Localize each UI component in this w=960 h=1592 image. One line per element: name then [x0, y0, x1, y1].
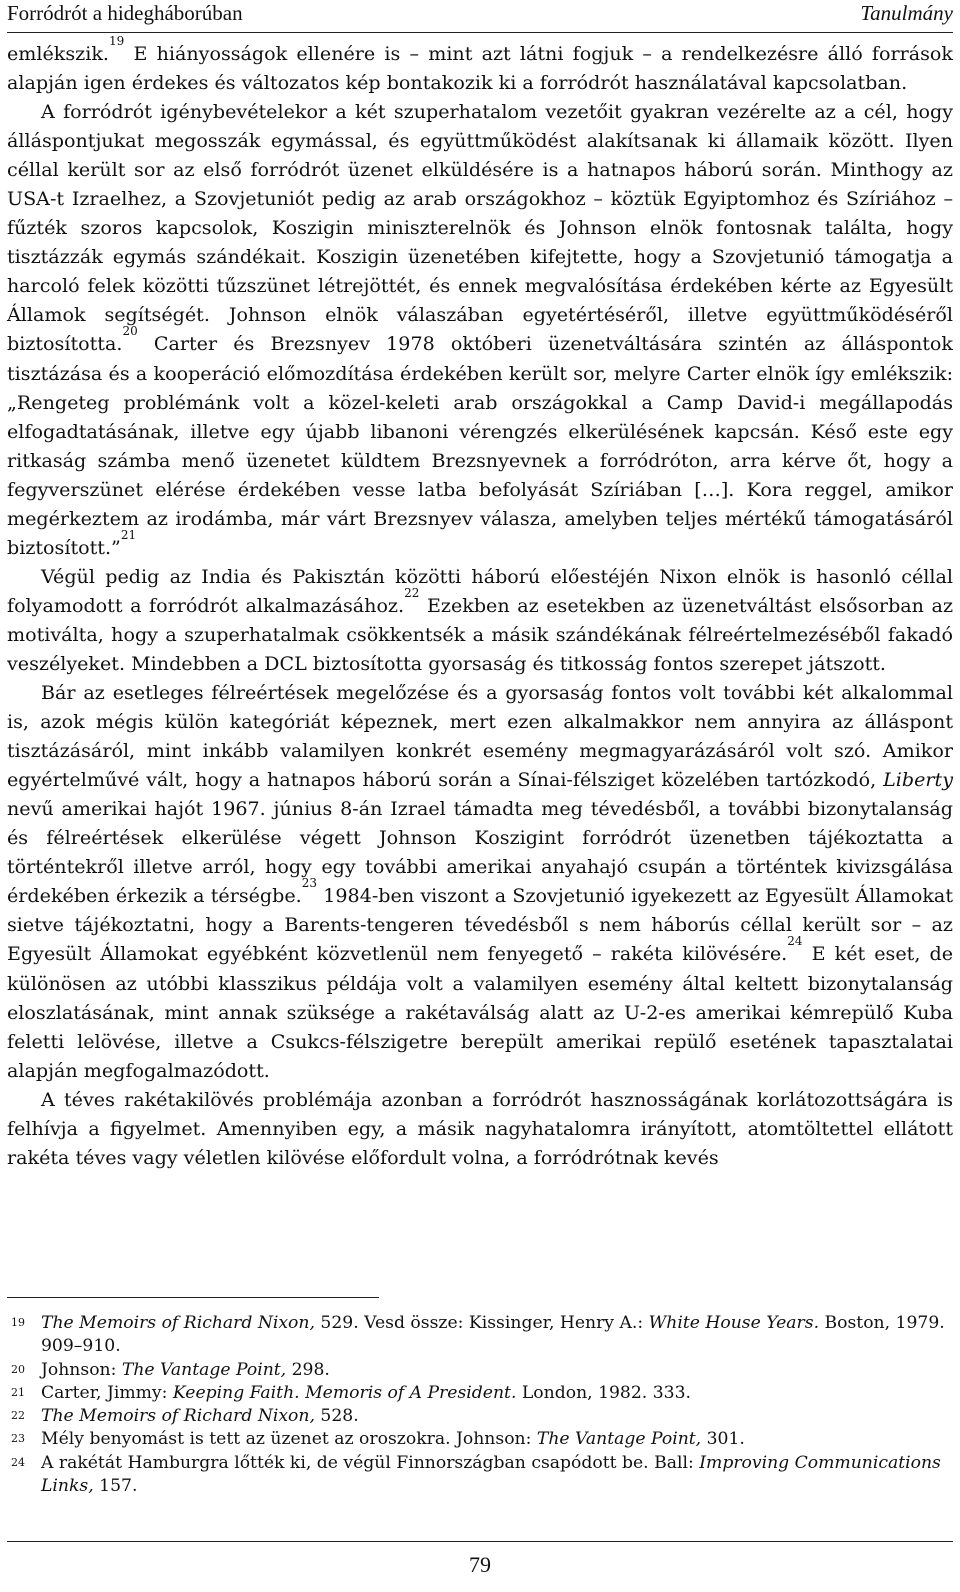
article-body	[7, 34, 954, 1172]
text-run: Johnson:	[41, 1359, 122, 1380]
text-run: 529. Vesd össze: Kissinger, Henry A.:	[314, 1313, 649, 1333]
footer-rule	[7, 1541, 953, 1542]
footnote-ref: 22	[404, 585, 420, 600]
footnote	[7, 1382, 953, 1405]
paragraph	[7, 1085, 953, 1172]
running-title: Forródrót a hidegháborúban	[7, 1, 243, 25]
text-run: Mély benyomást is tett az üzenet az oroszokra. Johnson:	[41, 1429, 537, 1450]
footnote-ref: 24	[787, 934, 803, 949]
text-run: Végül pedig az India és Pakisztán közötti háború előestéjén Nixon elnök is hasonló céllal folyamodott a forródrót alkalmazásához.	[7, 564, 953, 617]
text-run: 157.	[93, 1476, 138, 1497]
footnote-number: 22	[11, 1409, 25, 1423]
text-run: Carter és Brezsnyev 1978 októberi üzenetváltására szintén az álláspontok tisztázása és a kooperáció előmozdítása érdekében került sor, melyre Carter elnök így emlékszik: „Rengeteg problémánk volt a közel-keleti arab országokkal a Camp David-i megállapodás elfogadtatásának, illetve egy újabb libanoni vérengzés elkerülésének kapcsán. Késő este egy ritkaság számba menő üzenetet küldtem Brezsnyevnek a forródróton, arra kérve őt, hogy a fegyverszünet elérése érdekében vesse latba befolyását Szíriában […]. Kora reggel, amikor megérkeztem az irodámba, már várt Brezsnyev válasza, amelyben teljes mértékű támogatásáról biztosított.”	[7, 332, 953, 559]
text-run: Boston, 1979. 909–910.	[41, 1313, 945, 1357]
footnote-separator	[7, 1297, 379, 1298]
text-run: 528.	[314, 1406, 359, 1427]
italic-text: Improving Communications Links,	[41, 1452, 941, 1497]
text-run: Bár az esetleges félreértések megelőzése és a gyorsaság fontos volt további két alkalommal is, azok mégis külön kategóriát képeznek, mert ezen alkalmakkor nem annyira az álláspont tisztázásáról, mint inkább valamilyen konkrét esemény megmagyarázásáról volt szó. Amikor egyértelművé vált, hogy a hatnapos háború során a Sínai-félsziget közelében tartózkodó,	[7, 681, 953, 792]
italic-text: The Memoirs of Richard Nixon,	[41, 1313, 315, 1333]
text-run: Carter, Jimmy:	[41, 1382, 173, 1403]
footnotes	[7, 1312, 953, 1498]
text-run: A rakétát Hamburgra lőtték ki, de végül Finnországban csapódott be. Ball:	[41, 1452, 700, 1473]
footnote	[7, 1359, 953, 1382]
text-run: nevű amerikai hajót 1967. június 8-án Izrael támadta meg tévedésből, a további bizonytalanság és félreértések elkerülése végett Johnson Koszigint forródrót üzenetben tájékoztatta a történtekről illetve arról, hogy egy további amerikai anyahajó csupán a történtek kivizsgálása érdekében érkezik a térségbe.	[7, 797, 953, 908]
footnote-number: 21	[11, 1385, 25, 1399]
paragraph	[7, 34, 953, 97]
italic-text: The Vantage Point,	[121, 1359, 287, 1380]
italic-text: Keeping Faith. Memoris of A President.	[172, 1382, 517, 1403]
text-run: 298.	[286, 1359, 330, 1380]
footnote-number: 20	[11, 1362, 25, 1376]
footnote-ref: 19	[109, 34, 125, 48]
italic-text: Liberty	[883, 768, 953, 792]
footnote-number: 23	[11, 1432, 25, 1446]
paragraph	[7, 678, 953, 1085]
footnote-ref: 23	[301, 876, 318, 891]
italic-text: The Vantage Point,	[536, 1429, 702, 1450]
footnote	[7, 1405, 953, 1428]
footnote-ref: 20	[122, 324, 138, 339]
text-run: Ezekben az esetekben az üzenetváltást elsősorban az motiválta, hogy a szuperhatalmak csökkentsék a másik szándékának félreértelmezéséből fakadó veszélyeket. Mindebben a DCL biztosította gyorsaság és titkosság fontos szerepet játszott.	[7, 593, 953, 675]
text-run: A forródrót igénybevételekor a két szuperhatalom vezetőit gyakran vezérelte az a cél, hogy álláspontjukat megosszák egymással, és együttműködést alakítsanak ki államaik között. Ilyen céllal került sor az első forródrót üzenet elküldésére is a hatnapos háború során. Minthogy az USA-t Izraelhez, a Szovjetuniót pedig az arab országokhoz – köztük Egyiptomhoz és Szíriához – fűzték szoros kapcsolok, Koszigin miniszterelnök és Johnson elnök fontosnak találta, hogy tisztázzák egymás szándékait. Koszigin üzenetében kifejtette, hogy a Szovjetunió támogatja a harcoló felek közötti tűzszünet létrejöttét, és ennek megvalósítása érdekében kérte az Egyesült Államok segítségét. Johnson elnök válaszában egyetértéséről, illetve együttműködéséről biztosította.	[7, 100, 953, 356]
paragraph	[7, 97, 953, 562]
text-run: A téves rakétakilövés problémája azonban a forródrót hasznosságának korlátozottságára is felhívja a figyelmet. Amennyiben egy, a másik nagyhatalomra irányított, atomtöltettel ellátott rakéta téves vagy véletlen kilövése előfordult volna, a forródrótnak kevés	[7, 1087, 953, 1169]
footnote-number: 19	[11, 1316, 25, 1329]
text-run: E hiányosságok ellenére is – mint azt látni fogjuk – a rendelkezésre álló források alapján igen érdekes és változatos kép bontakozik ki a forródrót használatával kapcsolatban.	[7, 42, 953, 95]
footnote	[7, 1452, 953, 1499]
text-run: emlékszik.	[7, 42, 109, 65]
text-run: London, 1982. 333.	[516, 1382, 691, 1403]
footnote	[7, 1428, 953, 1451]
footnote-number: 24	[11, 1455, 25, 1469]
page-number: 79	[469, 1552, 491, 1577]
paragraph	[7, 562, 953, 678]
running-header	[7, 0, 953, 33]
text-run: E két eset, de különösen az utóbbi klasszikus példája volt a valamilyen esemény által keltett bizonytalanság eloszlatásának, mint annak szüksége a rakétaválság alatt az U-2-es amerikai kémrepülő Kuba feletti lelövése, illetve a Csukcs-félszigetre berepült amerikai repülő esetének tapasztalatai alapján megfogalmazódott.	[7, 942, 954, 1082]
footnote	[7, 1312, 953, 1359]
section-label: Tanulmány	[860, 1, 953, 25]
footnote-ref: 21	[120, 527, 137, 542]
italic-text: The Memoirs of Richard Nixon,	[41, 1406, 315, 1427]
text-run: 1984-ben viszont a Szovjetunió igyekezett az Egyesült Államokat sietve tájékoztatni, hogy a Barents-tengeren tévedésből s nem háborús céllal került sor – az Egyesült Államokat egyébként közvetlenül nem fenyegető – rakéta kilövésére.	[7, 884, 953, 966]
italic-text: White House Years.	[648, 1313, 820, 1333]
text-run: 301.	[701, 1429, 745, 1450]
